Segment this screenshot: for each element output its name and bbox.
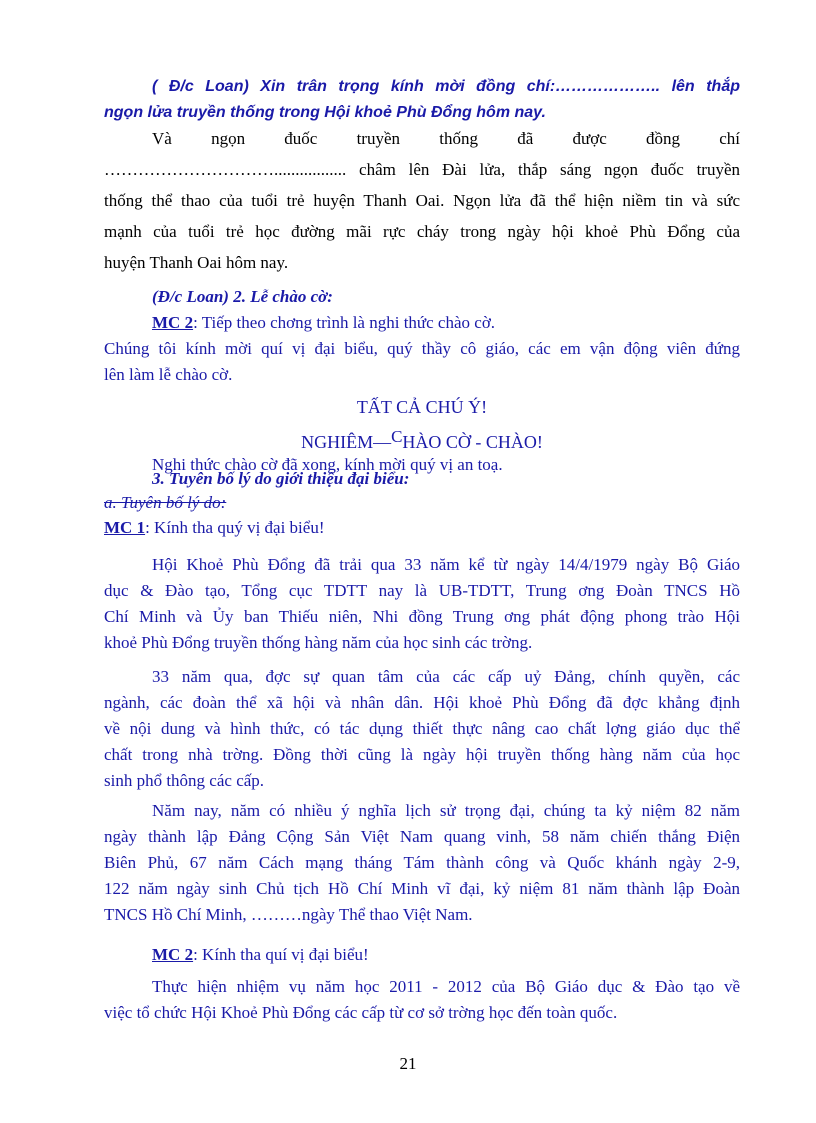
word: Và xyxy=(152,129,172,148)
text-line: ( Đ/c Loan) Xin trân trọng kính mời đồng chí:……………….. lên thắp xyxy=(152,78,740,95)
text-line: về nội dung và hình thức, có tác dụng thiết thực nâng cao chất lợng giáo dục thể xyxy=(104,719,740,738)
flag-salute-section xyxy=(104,284,740,478)
text-line: lên làm lễ chào cờ. xyxy=(104,365,233,384)
text-line: ngày thành lập Đảng Cộng Sản Việt Nam quang vinh, 58 năm chiến thắng Điện xyxy=(104,827,740,846)
school-year-paragraph xyxy=(104,974,740,1026)
text-line: …………………………................. châm lên Đài lửa, thắp sáng ngọn đuốc truyền xyxy=(104,160,740,179)
word: chí xyxy=(719,129,740,148)
mc-label: MC 2 xyxy=(152,313,194,332)
text-line: ngọn lửa truyền thống trong Hội khoẻ Phù Đổng hôm nay. xyxy=(104,104,546,121)
reason-section xyxy=(104,466,740,542)
text-line: khoẻ Phù Đổng truyền thống hàng năm của học sinh các trờng. xyxy=(104,633,533,652)
mc-text: : Kính tha quý vị đại biểu! xyxy=(145,518,325,537)
text-line: Năm nay, năm có nhiều ý nghĩa lịch sử trọng đại, chúng ta kỷ niệm 82 năm xyxy=(152,801,740,820)
word: đã xyxy=(517,129,534,148)
word: đồng xyxy=(645,129,680,148)
word: đuốc xyxy=(284,129,318,148)
subsection-heading: a. Tuyên bố lý do: xyxy=(104,493,227,512)
section-heading: 3. Tuyên bố lý do giới thiệu đại biểu: xyxy=(152,469,410,488)
mc-label: MC 1 xyxy=(104,518,146,537)
mc-line xyxy=(104,942,740,968)
mc-line xyxy=(104,310,740,336)
word: được xyxy=(572,129,607,148)
word: ngọn xyxy=(211,129,246,148)
torch-invitation-paragraph xyxy=(104,74,740,126)
achievement-paragraph xyxy=(104,664,740,794)
mc-line xyxy=(104,514,740,542)
call-part: C xyxy=(391,427,403,446)
text-line: Nghi thức chào cờ đã xong, kính mời quý vị an toạ. xyxy=(152,455,503,474)
mc-text: : Kính tha quí vị đại biểu! xyxy=(193,945,369,964)
mc2-greeting xyxy=(104,942,740,968)
text-line: huyện Thanh Oai hôm nay. xyxy=(104,253,289,272)
text-line: 33 năm qua, đợc sự quan tâm của các cấp uỷ Đảng, chính quyền, các xyxy=(152,667,740,686)
mc-text: : Tiếp theo chơng trình là nghi thức chào cờ. xyxy=(193,313,496,332)
torch-lighting-paragraph xyxy=(104,126,740,276)
text-line: Biên Phủ, 67 năm Cách mạng tháng Tám thành công và Quốc khánh ngày 2-9, xyxy=(104,853,740,872)
ceremony-call: TẤT CẢ CHÚ Ý! xyxy=(356,397,488,417)
text-line: chất trong nhà trờng. Đồng thời cũng là ngày hội truyền thống hàng năm của học xyxy=(104,745,740,764)
text-line xyxy=(104,126,740,152)
call-part: NGHIÊM— xyxy=(301,432,392,452)
text-line: thống thể thao của tuổi trẻ huyện Thanh Oai. Ngọn lửa đã thể hiện niềm tin và sức xyxy=(104,191,740,210)
mc-label: MC 2 xyxy=(152,945,194,964)
word: truyền xyxy=(356,129,401,148)
text-line: sinh phổ thông các cấp. xyxy=(104,771,265,790)
section-heading: (Đ/c Loan) 2. Lễ chào cờ: xyxy=(152,287,333,306)
text-line: việc tổ chức Hội Khoẻ Phù Đổng các cấp từ cơ sở trờng học đến toàn quốc. xyxy=(104,1003,618,1022)
page-number: 21 xyxy=(399,1054,417,1073)
text-line: TNCS Hồ Chí Minh, ………ngày Thể thao Việt Nam. xyxy=(104,905,473,924)
anniversary-paragraph xyxy=(104,798,740,928)
text-line: dục & Đào tạo, Tổng cục TDTT nay là UB-TDTT, Trung ơng Đoàn TNCS Hồ xyxy=(104,581,740,600)
text-line: Thực hiện nhiệm vụ năm học 2011 - 2012 của Bộ Giáo dục & Đào tạo về xyxy=(152,977,740,996)
text-line: Chúng tôi kính mời quí vị đại biểu, quý thầy cô giáo, các em vận động viên đứng xyxy=(104,339,740,358)
history-paragraph xyxy=(104,552,740,656)
call-part: HÀO CỜ - CHÀO! xyxy=(402,432,543,452)
text-line: Chí Minh và Ủy ban Thiếu niên, Nhi đồng Trung ơng phát động phong trào Hội xyxy=(104,607,740,626)
text-line: ngành, các đoàn thể xã hội và nhân dân. Hội khoẻ Phù Đổng đã đợc khẳng định xyxy=(104,693,740,712)
text-line: Hội Khoẻ Phù Đổng đã trải qua 33 năm kể từ ngày 14/4/1979 ngày Bộ Giáo xyxy=(152,555,740,574)
word: thống xyxy=(439,129,478,148)
ceremony-call xyxy=(104,422,740,452)
text-line: 122 năm ngày sinh Chủ tịch Hồ Chí Minh vĩ đại, kỷ niệm 81 năm thành lập Đoàn xyxy=(104,879,740,898)
text-line: mạnh của tuổi trẻ học đường mãi rực cháy trong ngày hội khoẻ Phù Đổng của xyxy=(104,222,740,241)
